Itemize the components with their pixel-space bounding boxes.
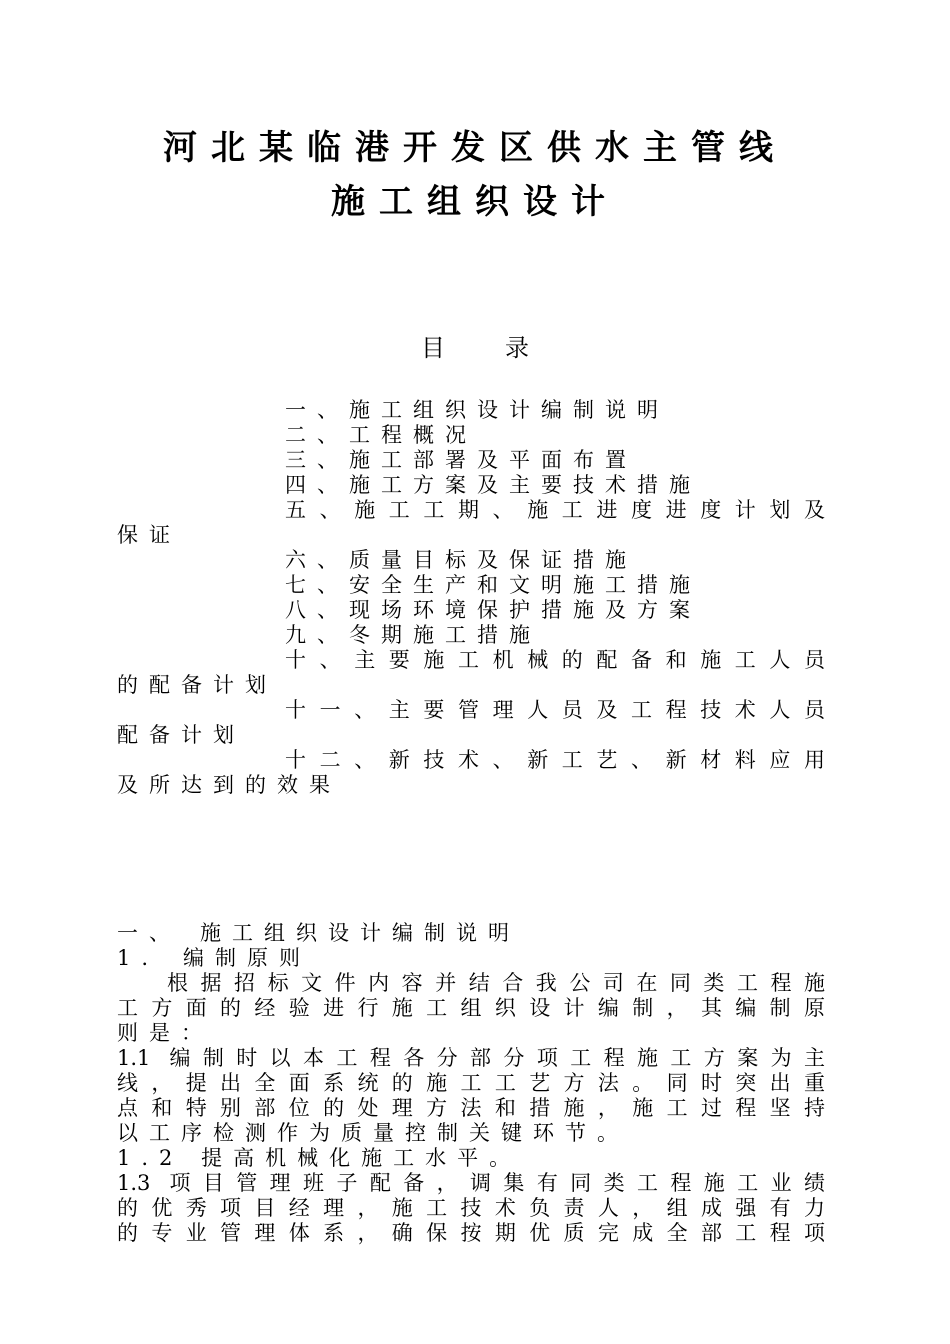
body-line: 1.3 项目管理班子配备，调集有同类工程施工业绩: [117, 1171, 825, 1195]
body-line: 1.2 提高机械化施工水平。: [117, 1146, 522, 1170]
toc-item: 十一、主要管理人员及工程技术人员: [285, 698, 825, 722]
section-heading-number: 一、: [117, 921, 181, 945]
body-line: 线，提出全面系统的施工工艺方法。同时突出重: [117, 1071, 825, 1095]
toc-item: 二、工程概况: [285, 423, 477, 447]
toc-item: 五、施工工期、施工进度进度计划及: [285, 498, 825, 522]
toc-item: 九、冬期施工措施: [285, 623, 541, 647]
sub-heading-number: 1.: [117, 946, 160, 970]
body-line: 的专业管理体系，确保按期优质完成全部工程项: [117, 1221, 825, 1245]
toc-item: 保证: [117, 523, 181, 547]
body-line: 工方面的经验进行施工组织设计编制，其编制原: [117, 996, 825, 1020]
body-line: 的优秀项目经理，施工技术负责人，组成强有力: [117, 1196, 825, 1220]
sub-heading-text: 编制原则: [183, 946, 311, 970]
section-heading-text: 施工组织设计编制说明: [200, 921, 520, 945]
body-line: 点和特别部位的处理方法和措施，施工过程坚持: [117, 1096, 825, 1120]
toc-item: 六、质量目标及保证措施: [285, 548, 637, 572]
body-line: 以工序检测作为质量控制关键环节。: [117, 1121, 629, 1145]
toc-item: 八、现场环境保护措施及方案: [285, 598, 701, 622]
body-line: 则是：: [117, 1021, 213, 1045]
body-line: 根据招标文件内容并结合我公司在同类工程施: [167, 971, 825, 995]
toc-item: 十、主要施工机械的配备和施工人员: [285, 648, 825, 672]
toc-item: 的配备计划: [117, 673, 277, 697]
toc-item: 十二、新技术、新工艺、新材料应用: [285, 748, 825, 772]
toc-heading: 目录: [421, 334, 589, 362]
body-line: 1.1 编制时以本工程各分部分项工程施工方案为主: [117, 1046, 825, 1070]
toc-item: 七、安全生产和文明施工措施: [285, 573, 701, 597]
document-title-line2: 施工组织设计: [331, 182, 619, 222]
toc-item: 四、施工方案及主要技术措施: [285, 473, 701, 497]
toc-item: 配备计划: [117, 723, 245, 747]
toc-item: 及所达到的效果: [117, 773, 341, 797]
toc-item: 三、施工部署及平面布置: [285, 448, 637, 472]
toc-item: 一、施工组织设计编制说明: [285, 398, 669, 422]
document-title-line1: 河北某临港开发区供水主管线: [163, 128, 787, 168]
